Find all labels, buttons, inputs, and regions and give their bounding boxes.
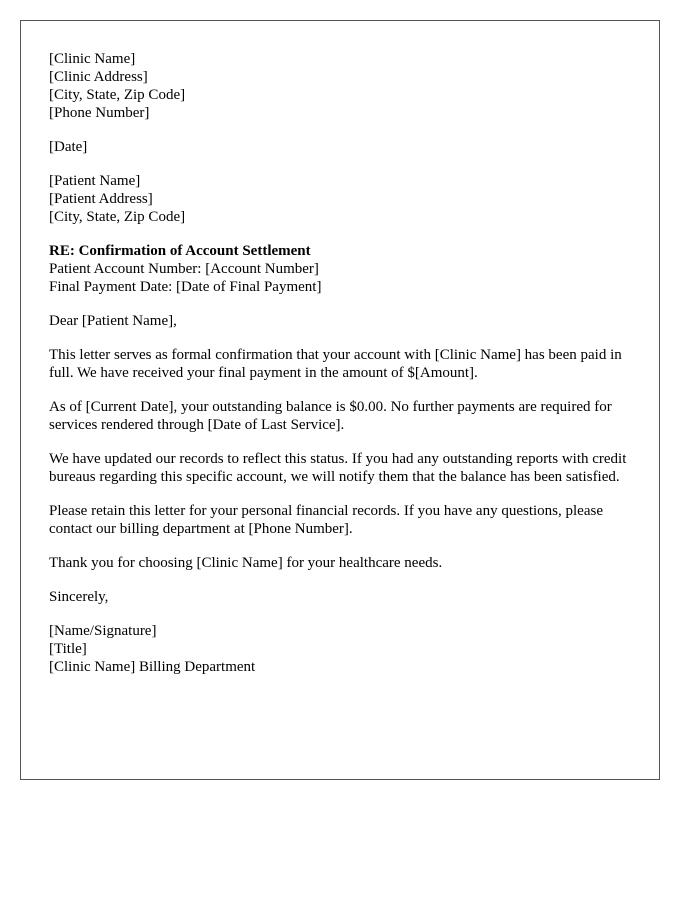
salutation: Dear [Patient Name], — [49, 313, 177, 329]
signature-department: [Clinic Name] Billing Department — [49, 659, 256, 675]
reference-block — [49, 242, 639, 296]
body-paragraph-5: Thank you for choosing [Clinic Name] for your healthcare needs. — [49, 555, 443, 571]
recipient-address: [Patient Address] — [49, 191, 153, 207]
sender-phone: [Phone Number] — [49, 105, 150, 121]
sender-city-state-zip: [City, State, Zip Code] — [49, 87, 186, 103]
recipient-city-state-zip: [City, State, Zip Code] — [49, 209, 186, 225]
final-payment-date-line: Final Payment Date: [Date of Final Payment] — [49, 279, 322, 295]
signature-name: [Name/Signature] — [49, 623, 157, 639]
date-block — [49, 138, 639, 156]
signature-title: [Title] — [49, 641, 87, 657]
letter-page — [20, 20, 660, 780]
signature-block — [49, 622, 639, 676]
letter-date: [Date] — [49, 139, 88, 155]
sender-clinic-address: [Clinic Address] — [49, 69, 148, 85]
sender-clinic-name: [Clinic Name] — [49, 51, 136, 67]
letter-body — [49, 50, 639, 692]
body-paragraph-4: Please retain this letter for your personal financial records. If you have any questions, please contact our billing department at [Phone Number]. — [49, 503, 603, 537]
closing: Sincerely, — [49, 589, 109, 605]
recipient-block — [49, 172, 639, 226]
body-paragraph-3: We have updated our records to reflect this status. If you had any outstanding reports with credit bureaus regarding this specific account, we will notify them that the balance has been satisfied. — [49, 451, 627, 485]
recipient-name: [Patient Name] — [49, 173, 141, 189]
body-paragraph-2: As of [Current Date], your outstanding balance is $0.00. No further payments are required for services rendered through [Date of Last Service]. — [49, 399, 612, 433]
account-number-line: Patient Account Number: [Account Number] — [49, 261, 319, 277]
subject-line: RE: Confirmation of Account Settlement — [49, 243, 311, 259]
sender-block — [49, 50, 639, 122]
body-paragraph-1: This letter serves as formal confirmation that your account with [Clinic Name] has been paid in full. We have received your final payment in the amount of $[Amount]. — [49, 347, 622, 381]
